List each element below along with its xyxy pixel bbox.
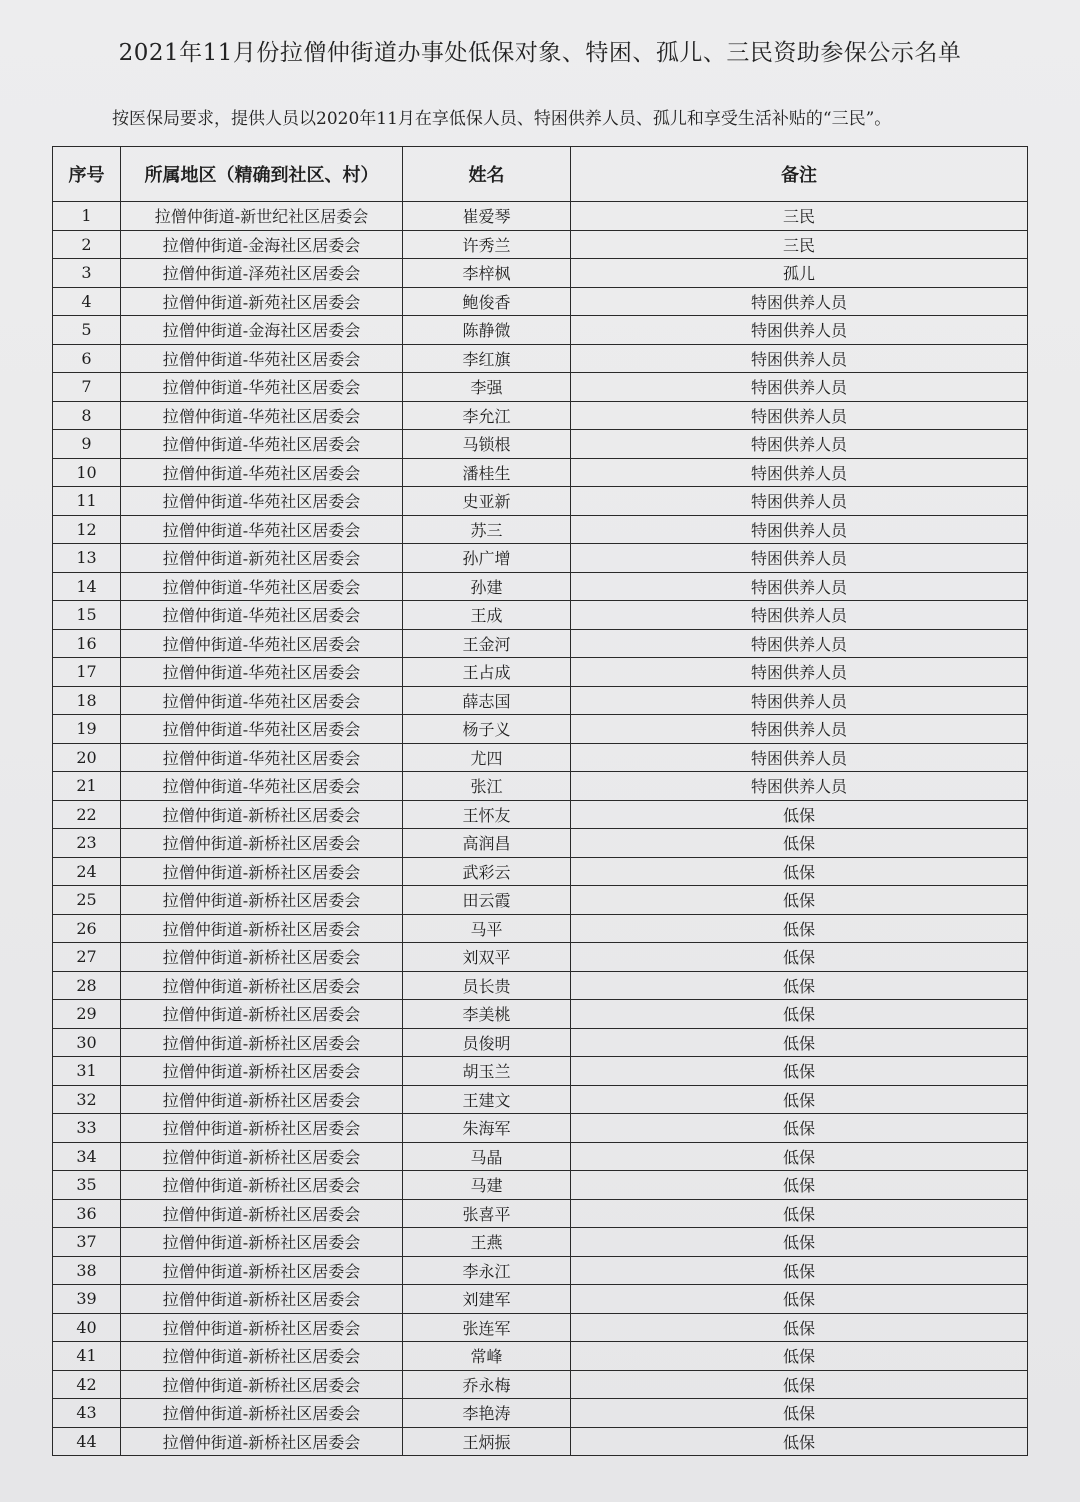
row-name: 高润昌 <box>403 829 571 858</box>
row-index: 36 <box>53 1199 121 1228</box>
table-row <box>53 1085 1028 1114</box>
row-remark: 低保 <box>571 1313 1028 1342</box>
row-name: 李永江 <box>403 1256 571 1285</box>
row-remark: 特困供养人员 <box>571 316 1028 345</box>
row-area: 拉僧仲街道-金海社区居委会 <box>121 230 403 259</box>
row-remark: 特困供养人员 <box>571 487 1028 516</box>
row-index: 13 <box>53 544 121 573</box>
row-index: 11 <box>53 487 121 516</box>
table-row <box>53 800 1028 829</box>
row-remark: 低保 <box>571 1427 1028 1456</box>
table-row <box>53 430 1028 459</box>
row-remark: 低保 <box>571 1028 1028 1057</box>
row-index: 29 <box>53 1000 121 1029</box>
table-row <box>53 344 1028 373</box>
row-name: 刘建军 <box>403 1285 571 1314</box>
table-row <box>53 1028 1028 1057</box>
row-name: 乔永梅 <box>403 1370 571 1399</box>
row-remark: 低保 <box>571 1000 1028 1029</box>
row-area: 拉僧仲街道-新桥社区居委会 <box>121 1057 403 1086</box>
row-area: 拉僧仲街道-华苑社区居委会 <box>121 344 403 373</box>
row-area: 拉僧仲街道-新桥社区居委会 <box>121 1399 403 1428</box>
row-index: 38 <box>53 1256 121 1285</box>
row-area: 拉僧仲街道-新桥社区居委会 <box>121 829 403 858</box>
row-remark: 三民 <box>571 202 1028 231</box>
row-remark: 特困供养人员 <box>571 658 1028 687</box>
row-name: 马锁根 <box>403 430 571 459</box>
row-index: 22 <box>53 800 121 829</box>
row-area: 拉僧仲街道-新桥社区居委会 <box>121 1370 403 1399</box>
row-name: 马建 <box>403 1171 571 1200</box>
table-row <box>53 1228 1028 1257</box>
row-area: 拉僧仲街道-华苑社区居委会 <box>121 458 403 487</box>
row-name: 李梓枫 <box>403 259 571 288</box>
table-header-row <box>53 147 1028 202</box>
row-name: 员长贵 <box>403 971 571 1000</box>
row-area: 拉僧仲街道-新苑社区居委会 <box>121 544 403 573</box>
row-remark: 低保 <box>571 1171 1028 1200</box>
row-name: 张江 <box>403 772 571 801</box>
row-remark: 低保 <box>571 857 1028 886</box>
table-row <box>53 202 1028 231</box>
table-row <box>53 971 1028 1000</box>
row-name: 孙建 <box>403 572 571 601</box>
row-name: 常峰 <box>403 1342 571 1371</box>
row-area: 拉僧仲街道-新世纪社区居委会 <box>121 202 403 231</box>
table-row <box>53 715 1028 744</box>
row-name: 张喜平 <box>403 1199 571 1228</box>
row-remark: 低保 <box>571 886 1028 915</box>
row-name: 许秀兰 <box>403 230 571 259</box>
table-row <box>53 1370 1028 1399</box>
row-index: 17 <box>53 658 121 687</box>
row-area: 拉僧仲街道-华苑社区居委会 <box>121 487 403 516</box>
row-remark: 特困供养人员 <box>571 601 1028 630</box>
row-remark: 特困供养人员 <box>571 287 1028 316</box>
row-remark: 低保 <box>571 943 1028 972</box>
row-area: 拉僧仲街道-新桥社区居委会 <box>121 1171 403 1200</box>
row-area: 拉僧仲街道-华苑社区居委会 <box>121 373 403 402</box>
row-area: 拉僧仲街道-新桥社区居委会 <box>121 914 403 943</box>
row-remark: 低保 <box>571 1142 1028 1171</box>
row-area: 拉僧仲街道-新苑社区居委会 <box>121 287 403 316</box>
row-remark: 特困供养人员 <box>571 743 1028 772</box>
row-area: 拉僧仲街道-新桥社区居委会 <box>121 886 403 915</box>
row-name: 朱海军 <box>403 1114 571 1143</box>
row-area: 拉僧仲街道-新桥社区居委会 <box>121 800 403 829</box>
row-remark: 特困供养人员 <box>571 373 1028 402</box>
row-remark: 低保 <box>571 1085 1028 1114</box>
roster-table <box>52 146 1028 1456</box>
row-area: 拉僧仲街道-新桥社区居委会 <box>121 1000 403 1029</box>
row-name: 李允江 <box>403 401 571 430</box>
table-row <box>53 1057 1028 1086</box>
row-name: 王成 <box>403 601 571 630</box>
header-area: 所属地区（精确到社区、村） <box>121 147 403 202</box>
row-name: 王占成 <box>403 658 571 687</box>
table-row <box>53 487 1028 516</box>
row-index: 3 <box>53 259 121 288</box>
row-name: 李强 <box>403 373 571 402</box>
table-row <box>53 1000 1028 1029</box>
row-index: 15 <box>53 601 121 630</box>
row-name: 李美桃 <box>403 1000 571 1029</box>
row-index: 43 <box>53 1399 121 1428</box>
row-remark: 特困供养人员 <box>571 715 1028 744</box>
row-index: 24 <box>53 857 121 886</box>
row-name: 马晶 <box>403 1142 571 1171</box>
row-index: 18 <box>53 686 121 715</box>
row-index: 21 <box>53 772 121 801</box>
row-index: 31 <box>53 1057 121 1086</box>
table-row <box>53 572 1028 601</box>
row-index: 10 <box>53 458 121 487</box>
table-row <box>53 230 1028 259</box>
row-area: 拉僧仲街道-新桥社区居委会 <box>121 1256 403 1285</box>
document-title: 2021年11月份拉僧仲街道办事处低保对象、特困、孤儿、三民资助参保公示名单 <box>118 40 962 66</box>
row-area: 拉僧仲街道-华苑社区居委会 <box>121 572 403 601</box>
row-area: 拉僧仲街道-新桥社区居委会 <box>121 857 403 886</box>
row-name: 王建文 <box>403 1085 571 1114</box>
row-area: 拉僧仲街道-华苑社区居委会 <box>121 629 403 658</box>
row-area: 拉僧仲街道-华苑社区居委会 <box>121 601 403 630</box>
row-remark: 低保 <box>571 1057 1028 1086</box>
row-index: 19 <box>53 715 121 744</box>
row-remark: 低保 <box>571 829 1028 858</box>
row-name: 李红旗 <box>403 344 571 373</box>
row-index: 32 <box>53 1085 121 1114</box>
row-remark: 低保 <box>571 914 1028 943</box>
row-remark: 特困供养人员 <box>571 572 1028 601</box>
row-remark: 低保 <box>571 1370 1028 1399</box>
table-row <box>53 914 1028 943</box>
row-index: 33 <box>53 1114 121 1143</box>
row-remark: 低保 <box>571 1285 1028 1314</box>
row-remark: 特困供养人员 <box>571 515 1028 544</box>
row-index: 12 <box>53 515 121 544</box>
table-row <box>53 1313 1028 1342</box>
header-index: 序号 <box>53 147 121 202</box>
row-name: 苏三 <box>403 515 571 544</box>
row-area: 拉僧仲街道-华苑社区居委会 <box>121 715 403 744</box>
row-name: 王燕 <box>403 1228 571 1257</box>
row-name: 李艳涛 <box>403 1399 571 1428</box>
table-row <box>53 1256 1028 1285</box>
table-row <box>53 829 1028 858</box>
row-name: 薛志国 <box>403 686 571 715</box>
row-name: 张连军 <box>403 1313 571 1342</box>
row-name: 武彩云 <box>403 857 571 886</box>
row-index: 14 <box>53 572 121 601</box>
row-remark: 低保 <box>571 1228 1028 1257</box>
row-remark: 特困供养人员 <box>571 772 1028 801</box>
table-row <box>53 601 1028 630</box>
row-name: 孙广增 <box>403 544 571 573</box>
table-row <box>53 1399 1028 1428</box>
row-index: 5 <box>53 316 121 345</box>
row-remark: 三民 <box>571 230 1028 259</box>
table-row <box>53 515 1028 544</box>
row-remark: 低保 <box>571 1114 1028 1143</box>
row-name: 刘双平 <box>403 943 571 972</box>
row-name: 潘桂生 <box>403 458 571 487</box>
table-row <box>53 686 1028 715</box>
row-name: 杨子义 <box>403 715 571 744</box>
table-row <box>53 373 1028 402</box>
row-remark: 孤儿 <box>571 259 1028 288</box>
row-remark: 低保 <box>571 1399 1028 1428</box>
row-remark: 特困供养人员 <box>571 544 1028 573</box>
row-remark: 特困供养人员 <box>571 401 1028 430</box>
table-row <box>53 886 1028 915</box>
row-remark: 特困供养人员 <box>571 686 1028 715</box>
row-area: 拉僧仲街道-新桥社区居委会 <box>121 1028 403 1057</box>
header-name: 姓名 <box>403 147 571 202</box>
row-area: 拉僧仲街道-华苑社区居委会 <box>121 430 403 459</box>
row-area: 拉僧仲街道-新桥社区居委会 <box>121 1142 403 1171</box>
row-index: 27 <box>53 943 121 972</box>
table-row <box>53 1171 1028 1200</box>
row-area: 拉僧仲街道-新桥社区居委会 <box>121 1199 403 1228</box>
row-area: 拉僧仲街道-新桥社区居委会 <box>121 1114 403 1143</box>
row-area: 拉僧仲街道-新桥社区居委会 <box>121 943 403 972</box>
row-remark: 低保 <box>571 1342 1028 1371</box>
table-row <box>53 1427 1028 1456</box>
table-row <box>53 544 1028 573</box>
row-name: 马平 <box>403 914 571 943</box>
row-area: 拉僧仲街道-华苑社区居委会 <box>121 743 403 772</box>
row-area: 拉僧仲街道-新桥社区居委会 <box>121 1342 403 1371</box>
row-name: 史亚新 <box>403 487 571 516</box>
row-index: 41 <box>53 1342 121 1371</box>
header-remark: 备注 <box>571 147 1028 202</box>
row-remark: 低保 <box>571 971 1028 1000</box>
row-remark: 特困供养人员 <box>571 458 1028 487</box>
row-index: 28 <box>53 971 121 1000</box>
row-index: 42 <box>53 1370 121 1399</box>
row-index: 26 <box>53 914 121 943</box>
table-row <box>53 772 1028 801</box>
table-row <box>53 743 1028 772</box>
row-index: 30 <box>53 1028 121 1057</box>
row-area: 拉僧仲街道-华苑社区居委会 <box>121 401 403 430</box>
row-area: 拉僧仲街道-新桥社区居委会 <box>121 971 403 1000</box>
row-area: 拉僧仲街道-华苑社区居委会 <box>121 772 403 801</box>
table-row <box>53 259 1028 288</box>
row-area: 拉僧仲街道-新桥社区居委会 <box>121 1427 403 1456</box>
table-row <box>53 458 1028 487</box>
row-index: 16 <box>53 629 121 658</box>
table-row <box>53 658 1028 687</box>
table-row <box>53 943 1028 972</box>
document-note: 按医保局要求，提供人员以2020年11月在享低保人员、特困供养人员、孤儿和享受生活补贴的“三民”。 <box>112 109 892 129</box>
row-remark: 低保 <box>571 1199 1028 1228</box>
row-index: 23 <box>53 829 121 858</box>
row-name: 崔爱琴 <box>403 202 571 231</box>
row-name: 王炳振 <box>403 1427 571 1456</box>
row-index: 40 <box>53 1313 121 1342</box>
row-index: 44 <box>53 1427 121 1456</box>
row-index: 1 <box>53 202 121 231</box>
row-name: 尤四 <box>403 743 571 772</box>
row-area: 拉僧仲街道-金海社区居委会 <box>121 316 403 345</box>
row-index: 35 <box>53 1171 121 1200</box>
table-row <box>53 1114 1028 1143</box>
table-row <box>53 1199 1028 1228</box>
row-name: 员俊明 <box>403 1028 571 1057</box>
row-index: 34 <box>53 1142 121 1171</box>
row-index: 20 <box>53 743 121 772</box>
row-remark: 特困供养人员 <box>571 629 1028 658</box>
row-remark: 低保 <box>571 800 1028 829</box>
row-area: 拉僧仲街道-新桥社区居委会 <box>121 1228 403 1257</box>
table-row <box>53 1285 1028 1314</box>
row-index: 7 <box>53 373 121 402</box>
row-remark: 特困供养人员 <box>571 430 1028 459</box>
row-area: 拉僧仲街道-新桥社区居委会 <box>121 1285 403 1314</box>
table-row <box>53 401 1028 430</box>
row-name: 田云霞 <box>403 886 571 915</box>
table-row <box>53 287 1028 316</box>
row-name: 胡玉兰 <box>403 1057 571 1086</box>
table-row <box>53 629 1028 658</box>
table-body <box>53 202 1028 1456</box>
row-remark: 低保 <box>571 1256 1028 1285</box>
row-area: 拉僧仲街道-华苑社区居委会 <box>121 686 403 715</box>
row-name: 陈静微 <box>403 316 571 345</box>
row-index: 8 <box>53 401 121 430</box>
row-area: 拉僧仲街道-华苑社区居委会 <box>121 515 403 544</box>
table-row <box>53 857 1028 886</box>
row-index: 37 <box>53 1228 121 1257</box>
table-row <box>53 1342 1028 1371</box>
row-area: 拉僧仲街道-泽苑社区居委会 <box>121 259 403 288</box>
row-name: 王怀友 <box>403 800 571 829</box>
row-name: 鲍俊香 <box>403 287 571 316</box>
table-row <box>53 1142 1028 1171</box>
table-row <box>53 316 1028 345</box>
row-area: 拉僧仲街道-新桥社区居委会 <box>121 1313 403 1342</box>
row-index: 2 <box>53 230 121 259</box>
row-area: 拉僧仲街道-新桥社区居委会 <box>121 1085 403 1114</box>
row-index: 4 <box>53 287 121 316</box>
row-index: 9 <box>53 430 121 459</box>
row-name: 王金河 <box>403 629 571 658</box>
row-index: 6 <box>53 344 121 373</box>
row-area: 拉僧仲街道-华苑社区居委会 <box>121 658 403 687</box>
row-index: 39 <box>53 1285 121 1314</box>
row-remark: 特困供养人员 <box>571 344 1028 373</box>
row-index: 25 <box>53 886 121 915</box>
